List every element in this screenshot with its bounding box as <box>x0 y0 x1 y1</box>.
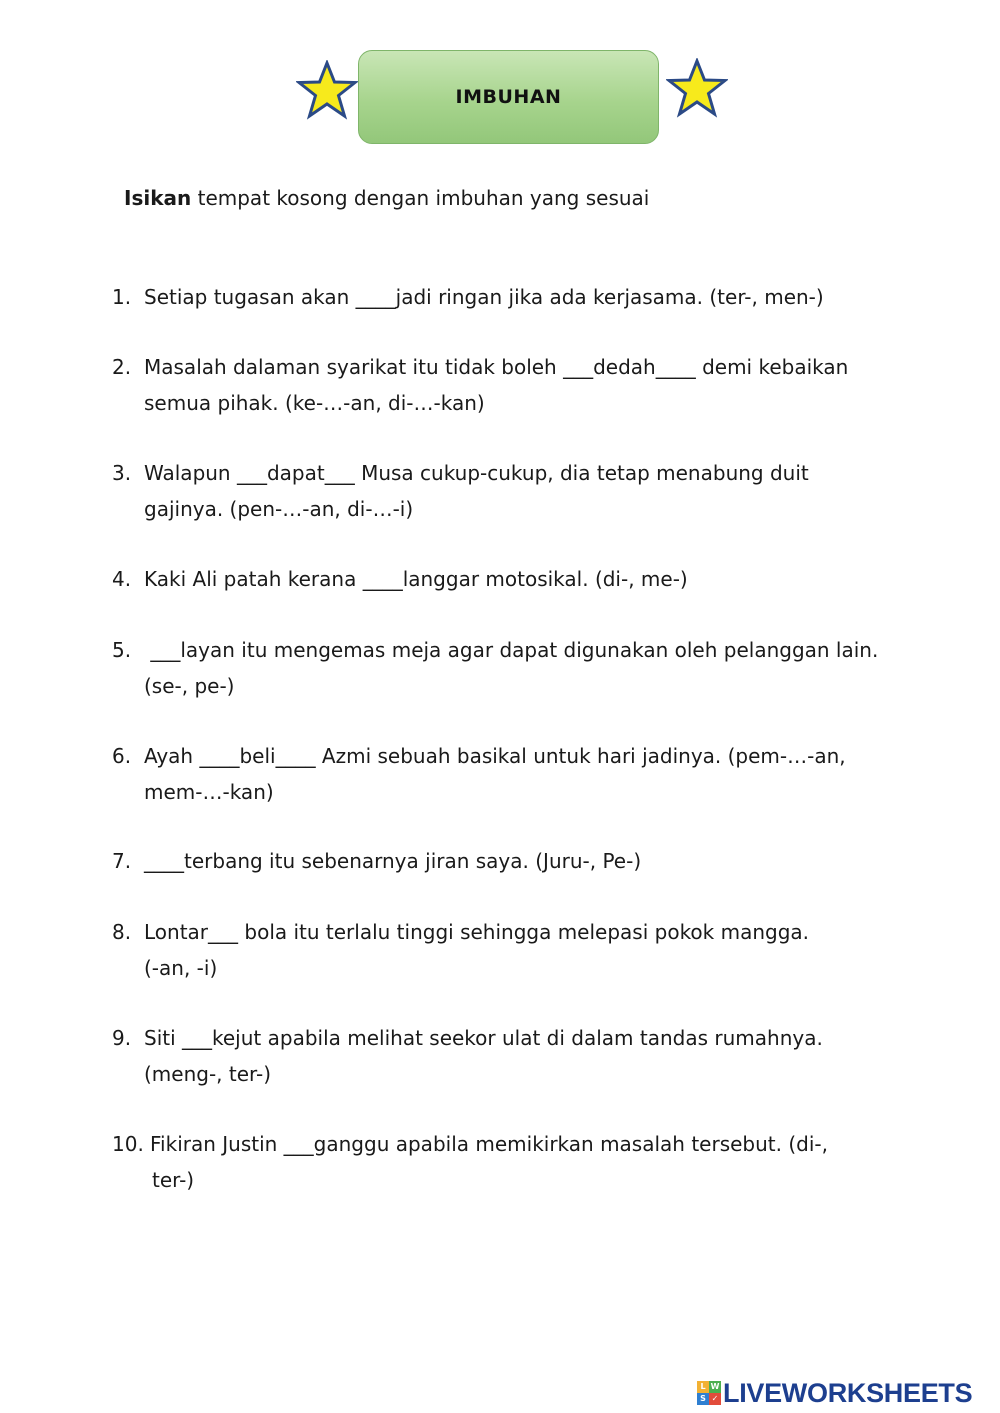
question-text: ___layan itu mengemas meja agar dapat digunakan oleh pelanggan lain. <box>144 638 879 662</box>
logo-tile-icon: ✓ <box>709 1393 721 1405</box>
liveworksheets-brand[interactable] <box>697 1377 972 1409</box>
question-text: Kaki Ali patah kerana ____langgar motosikal. (di-, me-) <box>144 567 688 591</box>
instruction-bold: Isikan <box>124 186 192 210</box>
question-text: ____terbang itu sebenarnya jiran saya. (Juru-, Pe-) <box>144 849 642 873</box>
question-text: Fikiran Justin ___ganggu apabila memikirkan masalah tersebut. (di-, <box>150 1132 828 1156</box>
question-number: 4. <box>112 567 132 591</box>
question-text-continued: (-an, -i) <box>144 956 218 980</box>
instruction-rest: tempat kosong dengan imbuhan yang sesuai <box>191 186 650 210</box>
star-right-icon <box>666 58 728 120</box>
question-text-continued: semua pihak. (ke-…-an, di-…-kan) <box>144 391 485 415</box>
question-text: Siti ___kejut apabila melihat seekor ulat di dalam tandas rumahnya. <box>144 1026 823 1050</box>
question-text-continued: ter-) <box>152 1168 195 1192</box>
question-number: 3. <box>112 461 132 485</box>
question-text-continued: mem-…-kan) <box>144 780 274 804</box>
question-number: 7. <box>112 849 132 873</box>
title-banner <box>358 50 659 144</box>
question-number: 2. <box>112 355 132 379</box>
question-number: 1. <box>112 285 132 309</box>
question-text: Ayah ____beli____ Azmi sebuah basikal untuk hari jadinya. (pem-…-an, <box>144 744 846 768</box>
star-left-icon <box>296 60 358 122</box>
liveworksheets-logo-icon <box>697 1381 721 1405</box>
question-text: Walapun ___dapat___ Musa cukup-cukup, dia tetap menabung duit <box>144 461 809 485</box>
worksheet-title: IMBUHAN <box>455 86 562 108</box>
logo-tile-icon: L <box>697 1381 709 1393</box>
question-number: 10. <box>112 1132 144 1156</box>
question-number: 8. <box>112 920 132 944</box>
question-number: 9. <box>112 1026 132 1050</box>
question-text-continued: (se-, pe-) <box>144 674 235 698</box>
question-number: 6. <box>112 744 132 768</box>
instruction <box>124 186 649 210</box>
question-text: Setiap tugasan akan ____jadi ringan jika ada kerjasama. (ter-, men-) <box>144 285 824 309</box>
question-text: Masalah dalaman syarikat itu tidak boleh ___dedah____ demi kebaikan <box>144 355 849 379</box>
logo-tile-icon: S <box>697 1393 709 1405</box>
question-number: 5. <box>112 638 132 662</box>
question-text-continued: gajinya. (pen-…-an, di-…-i) <box>144 497 414 521</box>
logo-tile-icon: W <box>710 1382 720 1391</box>
brand-name: LIVEWORKSHEETS <box>723 1377 973 1408</box>
question-text-continued: (meng-, ter-) <box>144 1062 272 1086</box>
question-text: Lontar___ bola itu terlalu tinggi sehingga melepasi pokok mangga. <box>144 920 810 944</box>
